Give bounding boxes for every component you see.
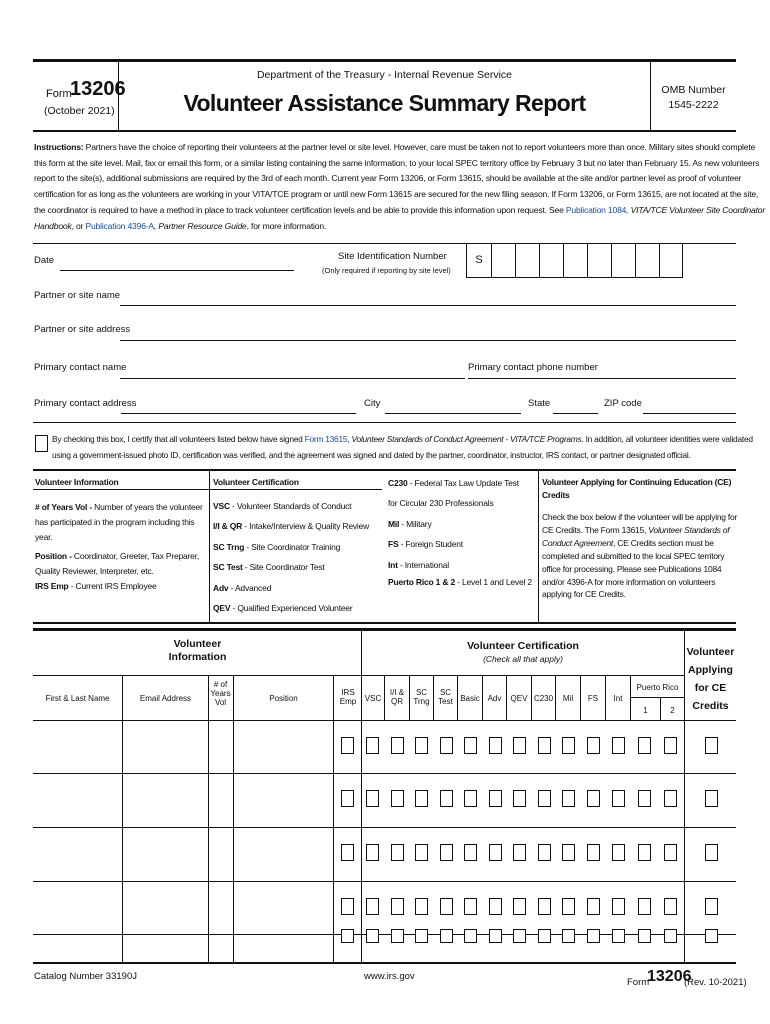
row-3-checkbox-12[interactable] <box>612 844 625 861</box>
row-3-checkbox-6[interactable] <box>464 844 477 861</box>
city-field[interactable] <box>385 413 521 414</box>
row-3-checkbox-7[interactable] <box>489 844 502 861</box>
zip-field[interactable] <box>643 413 736 414</box>
certification-group-subheader: (Check all that apply) <box>483 654 563 664</box>
partner-address-label: Partner or site address <box>34 324 131 335</box>
site-id-note: (Only required if reporting by site level) <box>322 266 451 275</box>
row-1-checkbox-4[interactable] <box>415 737 428 754</box>
col-mil: Mil <box>562 694 574 703</box>
contact-address-label: Primary contact address <box>34 398 137 409</box>
row-3-checkbox-3[interactable] <box>391 844 404 861</box>
row-2-checkbox-13[interactable] <box>638 790 651 807</box>
contact-name-field[interactable] <box>120 378 465 379</box>
row-4-checkbox-4[interactable] <box>415 898 428 915</box>
footer-form-number: 13206 <box>647 968 692 985</box>
col-int: Int <box>613 694 623 703</box>
row-1-checkbox-7[interactable] <box>489 737 502 754</box>
col-email-address: Email Address <box>139 694 192 703</box>
row-3-checkbox-10[interactable] <box>562 844 575 861</box>
row-5-checkbox-4[interactable] <box>415 929 428 943</box>
contact-phone-label: Primary contact phone number <box>468 362 598 373</box>
row-4-checkbox-9[interactable] <box>538 898 551 915</box>
col-irs-emp: IRS Emp <box>339 688 357 706</box>
col-c230: C230 <box>533 694 554 703</box>
form-13615-link[interactable]: Form 13615 <box>304 434 348 444</box>
row-1-checkbox-10[interactable] <box>562 737 575 754</box>
row-4-checkbox-8[interactable] <box>513 898 526 915</box>
row-2-checkbox-15[interactable] <box>705 790 718 807</box>
partner-name-field[interactable] <box>120 305 736 306</box>
omb-number: 1545-2222 <box>668 99 719 111</box>
row-1-checkbox-8[interactable] <box>513 737 526 754</box>
instructions: Instructions: Partners have the choice of reporting their volunteers at the partner level or site level. However, care must be taken not to report volunteers more than once. Military sites should complete this form at the site level. Mail, fax or email this form, or a similar listing containing the same information, to your local SPEC territory office by February 3 but no later than February 15. As new volunteers report to the site(s), additional submissions are required by the 3rd of each month. Current year Form 13206, or Form 13615, should be available at the site and/or partner level as proof of volunteer certification for as long as the volunteers are working in your VITA/TCE program or until new Form 13615 are secured for the new filing season. If Form 13206, or Form 13615, are not located at the site, the coordinator is required to have a method in place to track volunteer certification levels and be able to provide this information upon request. See Publication 1084, VITA/TCE Volunteer Site Coordinator Handbook, or Publication 4396-A, Partner Resource Guide, for more information. <box>34 142 766 231</box>
site-id-prefix: S <box>475 254 483 266</box>
col-puerto-rico: Puerto Rico <box>636 683 679 692</box>
row-1-checkbox-2[interactable] <box>366 737 379 754</box>
site-id-label: Site Identification Number <box>338 251 447 262</box>
site-id-boxes[interactable] <box>466 244 683 278</box>
date-field[interactable] <box>60 270 294 271</box>
partner-address-field[interactable] <box>120 340 736 341</box>
row-3-checkbox-2[interactable] <box>366 844 379 861</box>
row-3-checkbox-13[interactable] <box>638 844 651 861</box>
col-qev: QEV <box>510 694 528 703</box>
website: www.irs.gov <box>364 971 415 982</box>
legend-ce-credits: Volunteer Applying for Continuing Education (CE) Credits Check the box below if the volunteer will be applying for CE Credits. The Form 13615, Volunteer Standards of Conduct Agreement, CE Credits section must be completed and submitted to the local SPEC territory office for processing. Please see Publications 1084 and/or 4396-A for more information on volunteers applying for CE Credits. <box>542 477 738 600</box>
row-1-checkbox-9[interactable] <box>538 737 551 754</box>
row-2-checkbox-4[interactable] <box>415 790 428 807</box>
row-3-checkbox-15[interactable] <box>705 844 718 861</box>
certify-statement: By checking this box, I certify that all volunteers listed below have signed Form 13615, Volunteer Standards of Conduct Agreement - VITA/TCE Programs. In addition, all volunteer identities were validated using a government-issued photo ID, certification was verified, and the agreement was signed and dated by the partner, coordinator, instructor, IRS contact, or partner designated official. <box>52 434 753 460</box>
row-5-checkbox-5[interactable] <box>440 929 453 943</box>
row-2-checkbox-1[interactable] <box>341 790 354 807</box>
col-sc-test: SC Test <box>438 688 453 706</box>
omb-label: OMB Number <box>661 84 726 96</box>
ce-credits-group-header: Volunteer Applying for CE Credits <box>686 646 735 712</box>
page-title: Volunteer Assistance Summary Report <box>183 90 586 116</box>
row-3-checkbox-9[interactable] <box>538 844 551 861</box>
col-basic: Basic <box>460 694 480 703</box>
col-puerto-rico-2: 2 <box>670 706 675 715</box>
row-4-checkbox-6[interactable] <box>464 898 477 915</box>
col-ii-qr: I/I & QR <box>389 688 405 706</box>
row-2-checkbox-12[interactable] <box>612 790 625 807</box>
row-5-checkbox-12[interactable] <box>612 929 625 943</box>
row-5-checkbox-6[interactable] <box>464 929 477 943</box>
contact-phone-field[interactable] <box>468 378 736 379</box>
row-4-checkbox-10[interactable] <box>562 898 575 915</box>
footer-revision: (Rev. 10-2021) <box>684 977 747 988</box>
row-4-checkbox-11[interactable] <box>587 898 600 915</box>
city-label: City <box>364 398 381 409</box>
volunteer-info-group-header: Volunteer Information <box>168 638 227 663</box>
row-1-checkbox-5[interactable] <box>440 737 453 754</box>
row-5-checkbox-1[interactable] <box>341 929 354 943</box>
publication-1084-link[interactable]: Publication 1084 <box>565 204 627 215</box>
row-4-checkbox-14[interactable] <box>664 898 677 915</box>
certification-group-header: Volunteer Certification <box>467 640 579 652</box>
row-5-checkbox-10[interactable] <box>562 929 575 943</box>
certify-checkbox[interactable] <box>35 435 48 452</box>
row-5-checkbox-8[interactable] <box>513 929 526 943</box>
row-1-checkbox-15[interactable] <box>705 737 718 754</box>
col-vsc: VSC <box>364 694 382 703</box>
row-2-checkbox-6[interactable] <box>464 790 477 807</box>
row-1-checkbox-12[interactable] <box>612 737 625 754</box>
col-position: Position <box>269 694 298 703</box>
zip-label: ZIP code <box>604 398 642 409</box>
row-3-checkbox-14[interactable] <box>664 844 677 861</box>
col-sc-trng: SC Trng <box>413 688 430 706</box>
row-2-checkbox-7[interactable] <box>489 790 502 807</box>
row-5-checkbox-11[interactable] <box>587 929 600 943</box>
row-2-checkbox-14[interactable] <box>664 790 677 807</box>
row-4-checkbox-12[interactable] <box>612 898 625 915</box>
row-4-checkbox-5[interactable] <box>440 898 453 915</box>
form-label: Form <box>46 88 72 100</box>
row-3-checkbox-8[interactable] <box>513 844 526 861</box>
row-5-checkbox-2[interactable] <box>366 929 379 943</box>
legend-certification-2: C230 - Federal Tax Law Update Test for Circular 230 Professionals Mil - Military FS - Foreign Student Int - International Puerto Rico 1 & 2 - Level 1 and Level 2 <box>388 478 532 588</box>
row-4-checkbox-15[interactable] <box>705 898 718 915</box>
row-4-checkbox-3[interactable] <box>391 898 404 915</box>
row-2-checkbox-2[interactable] <box>366 790 379 807</box>
row-4-checkbox-1[interactable] <box>341 898 354 915</box>
row-1-checkbox-11[interactable] <box>587 737 600 754</box>
footer-form-label: Form <box>627 977 650 988</box>
row-1-checkbox-13[interactable] <box>638 737 651 754</box>
row-4-checkbox-13[interactable] <box>638 898 651 915</box>
row-4-checkbox-2[interactable] <box>366 898 379 915</box>
form-number: 13206 <box>70 78 126 100</box>
contact-address-field[interactable] <box>121 413 356 414</box>
row-3-checkbox-1[interactable] <box>341 844 354 861</box>
row-5-checkbox-14[interactable] <box>664 929 677 943</box>
row-5-checkbox-15[interactable] <box>705 929 718 943</box>
row-2-checkbox-9[interactable] <box>538 790 551 807</box>
row-3-checkbox-5[interactable] <box>440 844 453 861</box>
row-2-checkbox-8[interactable] <box>513 790 526 807</box>
row-2-checkbox-5[interactable] <box>440 790 453 807</box>
row-5-checkbox-9[interactable] <box>538 929 551 943</box>
legend-volunteer-info: Volunteer Information # of Years Vol - Number of years the volunteer has participated in the program including this year. Position - Coordinator, Greeter, Tax Preparer, Quality Reviewer, Interpreter, etc. IRS Emp - Current IRS Employee <box>35 477 203 591</box>
row-2-checkbox-11[interactable] <box>587 790 600 807</box>
row-1-checkbox-14[interactable] <box>664 737 677 754</box>
col-years-vol: # of Years Vol <box>210 680 231 707</box>
col-fs: FS <box>587 694 599 703</box>
agency-name: Department of the Treasury - Internal Revenue Service <box>256 69 513 81</box>
row-5-checkbox-13[interactable] <box>638 929 651 943</box>
legend-certification: Volunteer Certification VSC - Volunteer Standards of Conduct I/I & QR - Intake/Interview & Quality Review SC Trng - Site Coordinator Training SC Test - Site Coordinator Test Adv - Advanced QEV - Qualified Experienced Volunteer <box>213 477 370 614</box>
row-3-checkbox-11[interactable] <box>587 844 600 861</box>
col-puerto-rico-1: 1 <box>643 706 648 715</box>
row-3-checkbox-4[interactable] <box>415 844 428 861</box>
col-first-last-name: First & Last Name <box>45 694 110 703</box>
row-5-checkbox-3[interactable] <box>391 929 404 943</box>
form-date: (October 2021) <box>44 105 115 117</box>
row-5-checkbox-7[interactable] <box>489 929 502 943</box>
state-field[interactable] <box>553 413 598 414</box>
state-label: State <box>528 398 551 409</box>
publication-4396a-link[interactable]: Publication 4396-A <box>85 220 154 231</box>
contact-name-label: Primary contact name <box>34 362 127 373</box>
col-adv: Adv <box>487 694 502 703</box>
row-4-checkbox-7[interactable] <box>489 898 502 915</box>
catalog-number: Catalog Number 33190J <box>34 971 137 982</box>
row-1-checkbox-1[interactable] <box>341 737 354 754</box>
row-1-checkbox-3[interactable] <box>391 737 404 754</box>
row-1-checkbox-6[interactable] <box>464 737 477 754</box>
date-label: Date <box>34 255 55 266</box>
partner-name-label: Partner or site name <box>34 290 121 301</box>
row-2-checkbox-10[interactable] <box>562 790 575 807</box>
row-2-checkbox-3[interactable] <box>391 790 404 807</box>
